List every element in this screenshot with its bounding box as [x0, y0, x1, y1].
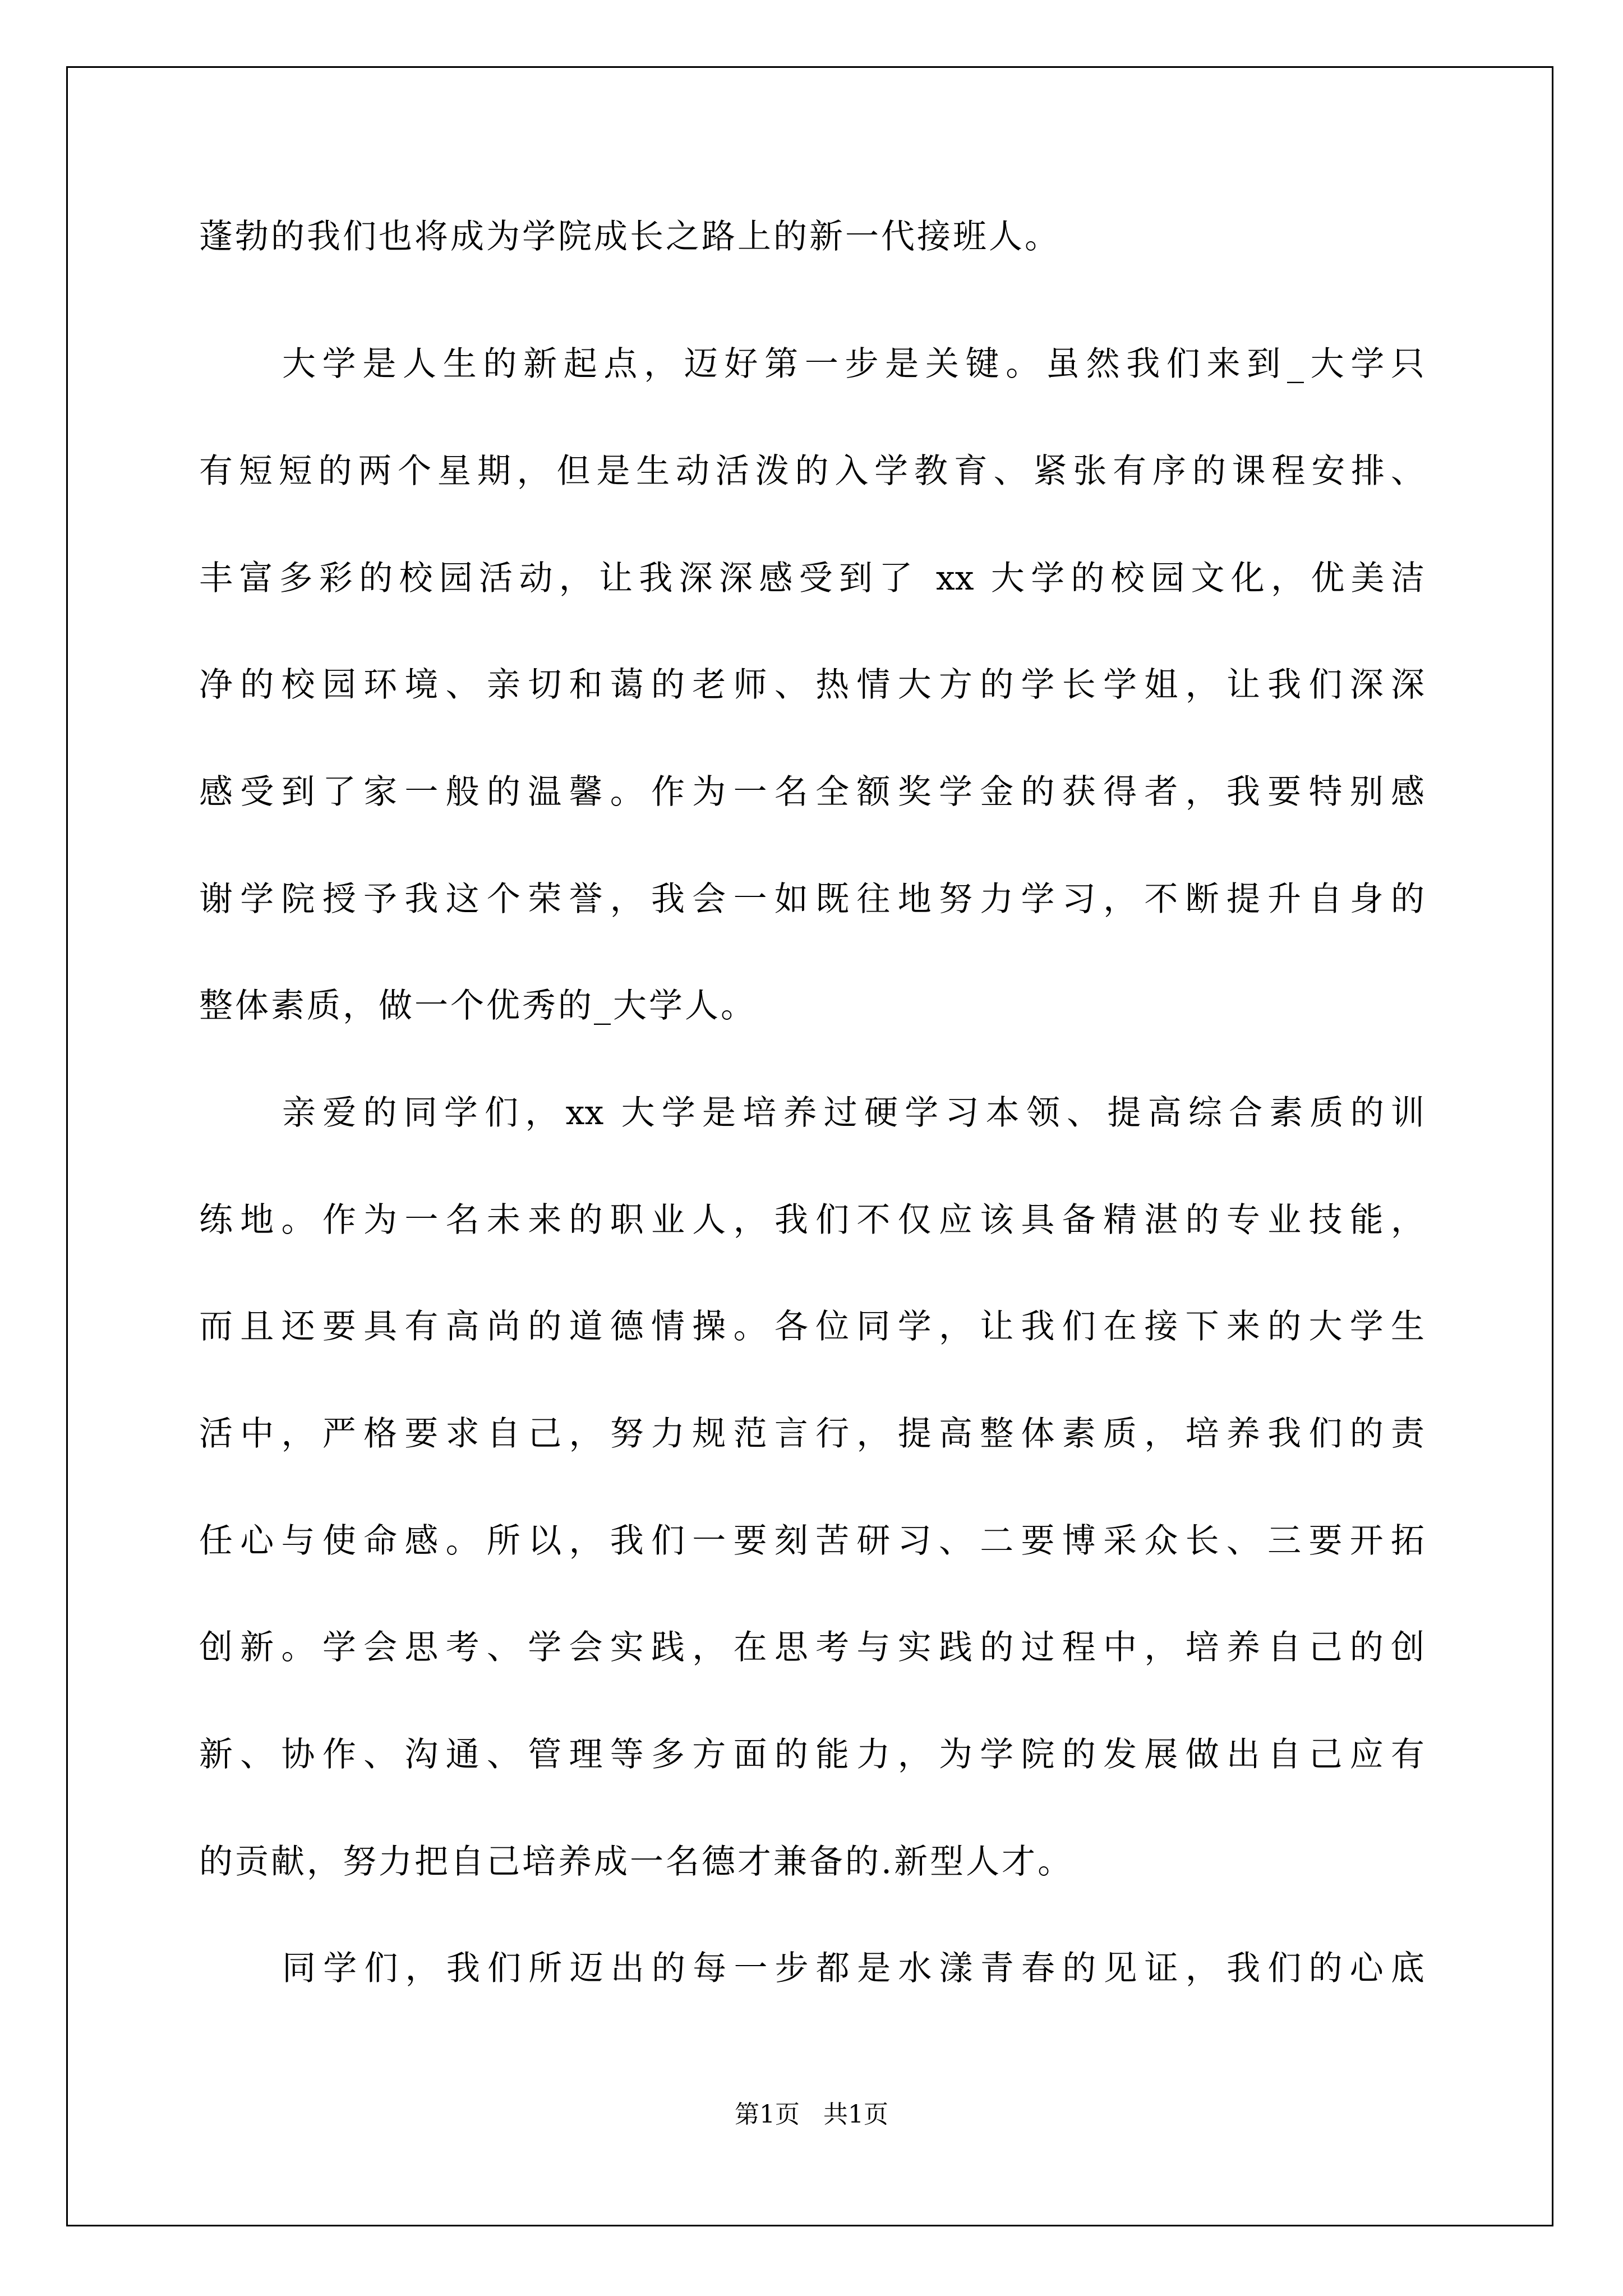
- page-border: [66, 66, 1553, 2226]
- paragraph-line: 新、协作、沟通、管理等多方面的能力，为学院的发展做出自己应有: [199, 1735, 1424, 1774]
- paragraph-line: 谢学院授予我这个荣誉，我会一如既往地努力学习，不断提升自身的: [199, 880, 1424, 919]
- paragraph-line: 的贡献，努力把自己培养成一名德才兼备的.新型人才。: [199, 1842, 1074, 1881]
- paragraph-line: 大学是人生的新起点，迈好第一步是关键。虽然我们来到_大学只: [282, 344, 1424, 384]
- paragraph-line: 练地。作为一名未来的职业人，我们不仅应该具备精湛的专业技能，: [199, 1200, 1424, 1240]
- paragraph-line: 活中，严格要求自己，努力规范言行，提高整体素质，培养我们的责: [199, 1414, 1424, 1453]
- paragraph-line: 有短短的两个星期，但是生动活泼的入学教育、紧张有序的课程安排、: [199, 452, 1424, 491]
- page-number-footer: 第1页 共1页: [735, 2100, 888, 2129]
- paragraph-line: 丰富多彩的校园活动，让我深深感受到了 xx 大学的校园文化，优美洁: [199, 559, 1424, 598]
- paragraph-line: 整体素质，做一个优秀的_大学人。: [199, 986, 757, 1025]
- paragraph-line: 感受到了家一般的温馨。作为一名全额奖学金的获得者，我要特别感: [199, 772, 1424, 812]
- paragraph-line: 而且还要具有高尚的道德情操。各位同学，让我们在接下来的大学生: [199, 1307, 1424, 1346]
- paragraph-line: 任心与使命感。所以，我们一要刻苦研习、二要博采众长、三要开拓: [199, 1521, 1424, 1561]
- paragraph-line: 亲爱的同学们，xx 大学是培养过硬学习本领、提高综合素质的训: [282, 1093, 1424, 1133]
- paragraph-line: 蓬勃的我们也将成为学院成长之路上的新一代接班人。: [199, 217, 1061, 256]
- paragraph-line: 同学们，我们所迈出的每一步都是水漾青春的见证，我们的心底: [282, 1949, 1424, 1988]
- paragraph-line: 净的校园环境、亲切和蔼的老师、热情大方的学长学姐，让我们深深: [199, 665, 1424, 705]
- paragraph-line: 创新。学会思考、学会实践，在思考与实践的过程中，培养自己的创: [199, 1628, 1424, 1667]
